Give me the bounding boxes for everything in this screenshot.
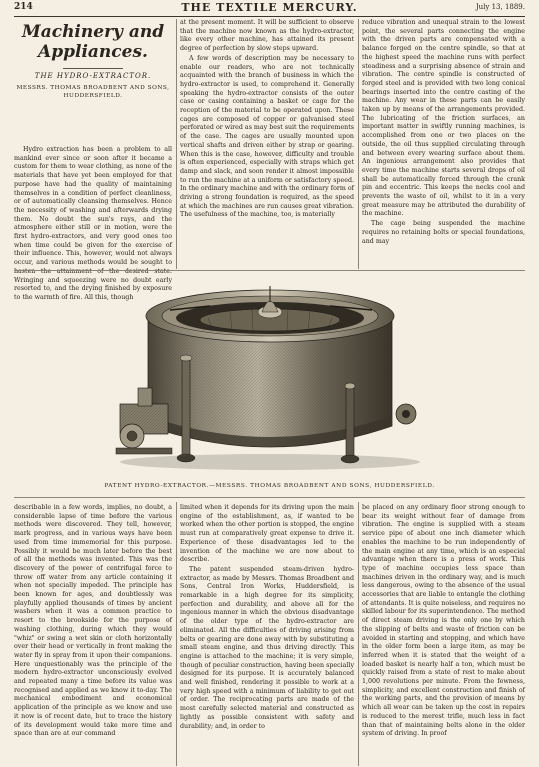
- section-masthead: [14, 22, 172, 62]
- figure-caption: PATENT HYDRO-EXTRACTOR.—MESSRS. THOMAS BROADBENT AND SONS, HUDDERSFIELD.: [104, 483, 435, 489]
- paragraph: Hydro extraction has been a problem to all mankind ever since or soon after it became a custom for them to wear clothing, as none of the materials that have yet been employed for that purpose have had the quality of maintaining themselves in a condition of perfect cleanliness, or of automatically cleansing themselves. Hence the necessity of washing and afterwards drying them. No doubt the sun's rays, and the atmosphere either still or in motion, were the first hydro-extractors, and very good ones too when time could be given for the exercise of their influence. This, however, would not always occur, and various methods would be sought to hasten the attainment of the desired state. Wringing and squeezing were no doubt early resorted to, and the drying finished by exposure to the warmth of fire. All this, though: [14, 146, 172, 301]
- column-divider: [176, 502, 177, 766]
- paragraph: The patent suspended steam-driven hydro-extractor, as made by Messrs. Thomas Broadbent and Sons, Central Iron Works, Huddersfield, is remarkable in a high degree for its simplicity, perfection and durability, and above all for the ingenious manner in which the obvious disadvantage of the older type of the hydro-extractor are eliminated. All the difficulties of driving arising from belts or gearing are done away with by substituting a small steam engine, and thus driving directly. This engine is attached to the machine; it is very simple, though of peculiar construction, having been specially designed for its purpose. It is accurately balanced and well finished, rendering it possible to work at a very high speed with a minimum of liability to get out of order. The reciprocating parts are made of the most carefully selected material and constructed as lightly as possible consistent with safety and durability; and, in order to: [180, 565, 354, 730]
- column-2-bottom: [180, 504, 354, 766]
- column-2-top: [180, 19, 354, 266]
- article-title: THE HYDRO-EXTRACTOR.: [14, 68, 172, 80]
- page-header: [14, 2, 525, 17]
- column-divider: [358, 502, 359, 766]
- paragraph: limited when it depends for its driving upon the main engine of the establishment, as, if wanted to be worked when the other portion is stopped, the engine must run at comparatively great expense to drive it. Experience of these disadvantages led to the invention of the machine we are now about to describe.: [180, 504, 354, 564]
- byline-town: HUDDERSFIELD.: [63, 93, 123, 99]
- paragraph: describable in a few words, implies, no doubt, a considerable lapse of time before the various methods were discovered. They tell, however, mark progress, and in various ways have been used from time immemorial for this purpose. Possibly it would be much later before the best of all the methods was invented. This was the discovery of the power of centrifugal force to throw off water from any article containing it when not specially impeded. The principle has been known for ages, and doubtlessly was playfully applied thousands of times by ancient washers when it was a common practice to resort to the brookside for the purpose of washing clothing, during which they would "whiz" or swing a wet skin or cloth horizontally over their head or vertically in front making the water fly in spray from it upon their companions. Here unquestionably was the principle of the modern hydro-extractor unconsciously evolved and repeated many a time before its value was recognised and applied as we know it to-day. The mechanical embodiment and economical application of the principle as we know and use it now is of recent date, but to trace the history of its development would take more time and space than are at our command: [14, 504, 172, 738]
- publication-title: THE TEXTILE MERCURY.: [181, 1, 358, 14]
- masthead-line-1: Machinery and: [21, 22, 165, 42]
- column-1-bottom: [14, 504, 172, 766]
- column-3-bottom: [362, 504, 525, 766]
- article-byline: [14, 84, 172, 100]
- paragraph: The cage being suspended the machine requires no retaining bolts or special foundations, and may: [362, 220, 525, 245]
- column-divider: [176, 19, 177, 269]
- byline-firm: MESSRS. THOMAS BROADBENT AND SONS,: [16, 85, 170, 91]
- paragraph: A few words of description may be necessary to enable our readers, who are not technically acquainted with the branch of business in which the hydro-extractor is used, to comprehend it. Generally speaking the hydro-extractor consists of the outer case or casing containing a basket or cage for the reception of the material to be operated upon. These cages are composed of copper or galvanised steel perforated or wired as may best suit the requirements of the case. The cages are usually mounted upon vertical shafts and driven either by strap or gearing. When this is the case, however, difficulty and trouble is often experienced, especially with straps which get damp and slack, and soon render it almost impossible to run the machine at a uniform or satisfactory speed. In the ordinary machine and with the ordinary form of driving a strong foundation is required, as the speed at which the machines are run causes great vibration. The usefulness of the machine, too, is materially: [180, 54, 354, 219]
- issue-date: July 13, 1889.: [475, 3, 525, 11]
- paragraph: be placed on any ordinary floor strong enough to bear its weight without fear of damage from vibration. The engine is supplied with a steam service pipe of about one inch diameter which enables the machine to be run independently of the main engine at any time, which is an especial advantage when there is a press of work. This type of machine occupies less space than machines driven in the ordinary way, and is much less dangerous, owing to the absence of the usual accessories that are liable to entangle the clothing of attendants. It is quite noiseless, and requires no skilled labour for its superintendence. The method of direct steam driving is the only one by which the slipping of belts and waste of friction can be avoided in starting and stopping, and which have in the older form been a large item, as may be inferred when it is stated that the weight of a loaded basket is nearly half a ton, which must be quickly raised from a state of rest to make about 1,000 revolutions per minute. From the fewness, simplicity, and excellent construction and finish of the working parts, and the provision of means by which all wear can be taken up the cost in repairs is reduced to the merest trifle, much less in fact than that of maintaining belts alone in the older system of driving. In proof: [362, 504, 525, 738]
- paragraph: reduce vibration and unequal strain to the lowest point, the several parts connecting the engine with the driven parts are compensated with a balance forged on the centre spindle, so that at the highest speed the machine runs with perfect steadiness and a surprising absence of strain and vibration. The centre spindle is constructed of forged steel and is provided with two long conical bearings inserted into the centre casting of the machine. Any wear in these parts can be easily taken up by means of the arrangements provided. The lubricating of the friction surfaces, an important matter in swiftly running machines, is accomplished from one or two places on the outside, the oil thus supplied circulating through and between every wearing surface about them. An ingenious arrangement also provides that every time the machine starts several drops of oil shall be automatically forced through the crank pin and eccentric. This keeps the necks cool and prevents the waste of oil, whilst to it in a very great measure may be attributed the durability of the machine.: [362, 19, 525, 218]
- column-3-top: [362, 19, 525, 266]
- page-number: 214: [14, 2, 33, 12]
- masthead-line-2: Appliances.: [38, 42, 148, 62]
- figure-bottom-rule: [14, 497, 525, 498]
- column-1-top: [14, 146, 172, 301]
- hydro-extractor-illustration: [90, 276, 450, 474]
- column-divider: [358, 19, 359, 269]
- figure-top-rule: [14, 270, 525, 271]
- paragraph: at the present moment. It will be sufficient to observe that the machine now known as the hydro-extractor, like every other machine, has attained its present degree of perfection by slow steps upward.: [180, 19, 354, 53]
